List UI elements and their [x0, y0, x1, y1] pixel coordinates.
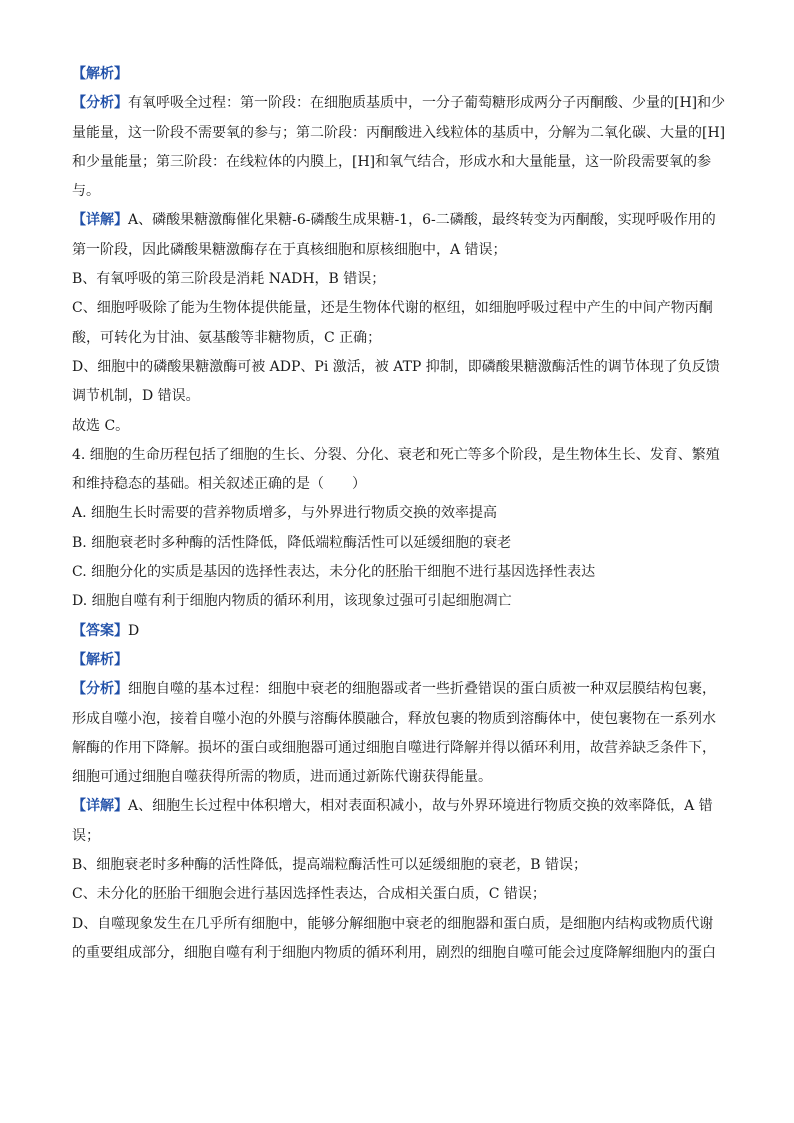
detail-line: 调节机制，D 错误。: [72, 388, 200, 405]
jiexi-heading: [72, 60, 722, 89]
detail-line: D、细胞中的磷酸果糖激酶可被 ADP、Pi 激活，被 ATP 抑制，即磷酸果糖激酶活性的调节体现了负反馈: [72, 358, 720, 375]
detail-line: 第一阶段，因此磷酸果糖激酶存在于真核细胞和原核细胞中，A 错误；: [72, 241, 507, 258]
jiexi-tag: 【解析】: [72, 66, 128, 82]
detail-line: B、细胞衰老时多种酶的活性降低，提高端粒酶活性可以延缓细胞的衰老，B 错误；: [72, 857, 588, 874]
detail-line: D、自噬现象发生在几乎所有细胞中，能够分解细胞中衰老的细胞器和蛋白质，是细胞内结构或物质代谢: [72, 915, 714, 932]
jiexi-tag: 【解析】: [72, 651, 128, 668]
detail-line: 的重要组成部分，细胞自噬有利于细胞内物质的循环利用，剧烈的细胞自噬可能会过度降解细胞内的蛋白: [72, 944, 716, 961]
analysis-line: 解酶的作用下降解。损坏的蛋白或细胞器可通过细胞自噬进行降解并得以循环利用，故营养缺乏条件下，: [72, 739, 716, 756]
detail-text: A、细胞生长过程中体积增大，相对表面积减小，故与外界环境进行物质交换的效率降低，A 错: [128, 798, 713, 815]
detail-line: [72, 206, 722, 235]
analysis-line: 细胞可通过细胞自噬获得所需的物质，进而通过新陈代谢获得能量。: [72, 769, 492, 786]
detail-line: C、未分化的胚胎干细胞会进行基因选择性表达，合成相关蛋白质，C 错误；: [72, 886, 546, 903]
analysis-text: 细胞自噬的基本过程：细胞中衰老的细胞器或者一些折叠错误的蛋白质被一种双层膜结构包裹，: [128, 681, 716, 698]
analysis-line: 和少量能量；第三阶段：在线粒体的内膜上，[H]和氧气结合，形成水和大量能量，这一阶段需要氧的参: [72, 153, 712, 170]
analysis-line: 形成自噬小泡，接着自噬小泡的外膜与溶酶体膜融合，释放包裹的物质到溶酶体中，使包裹物在一系列水: [72, 710, 716, 727]
conclusion-line: 故选 C。: [72, 417, 130, 434]
answer-line: [72, 617, 722, 646]
analysis-line: [72, 675, 722, 704]
analysis-line: 量能量，这一阶段不需要氧的参与；第二阶段：丙酮酸进入线粒体的基质中，分解为二氧化碳、大量的[H]: [72, 124, 726, 141]
document-content: [72, 60, 726, 968]
fenxi-tag: 【分析】: [72, 95, 128, 112]
detail-line: 误；: [72, 827, 100, 844]
detail-line: C、细胞呼吸除了能为生物体提供能量，还是生物体代谢的枢纽，如细胞呼吸过程中产生的中间产物丙酮: [72, 300, 713, 317]
question-stem-line: 4. 细胞的生命历程包括了细胞的生长、分裂、分化、衰老和死亡等多个阶段，是生物体生长、发育、繁殖: [72, 446, 720, 463]
xiangjie-tag: 【详解】: [72, 212, 128, 229]
option-c: C. 细胞分化的实质是基因的选择性表达，未分化的胚胎干细胞不进行基因选择性表达: [72, 564, 596, 581]
xiangjie-tag: 【详解】: [72, 798, 128, 815]
fenxi-tag: 【分析】: [72, 681, 128, 698]
daan-tag: 【答案】: [72, 622, 128, 639]
analysis-text: 有氧呼吸全过程：第一阶段：在细胞质基质中，一分子葡萄糖形成两分子丙酮酸、少量的[H]和少: [128, 95, 726, 112]
question-stem-line: 和维持稳态的基础。相关叙述正确的是（ ）: [72, 476, 366, 493]
answer-value: D: [128, 622, 140, 639]
option-b: B. 细胞衰老时多种酶的活性降低，降低端粒酶活性可以延缓细胞的衰老: [72, 534, 512, 551]
jiexi-heading: [72, 646, 722, 675]
detail-line: [72, 792, 722, 821]
detail-text: A、磷酸果糖激酶催化果糖-6-磷酸生成果糖-1，6-二磷酸，最终转变为丙酮酸，实现呼吸作用的: [128, 212, 716, 229]
analysis-line: 与。: [72, 183, 100, 200]
detail-line: 酸，可转化为甘油、氨基酸等非糖物质，C 正确；: [72, 329, 382, 346]
detail-line: B、有氧呼吸的第三阶段是消耗 NADH，B 错误；: [72, 271, 386, 288]
option-d: D. 细胞自噬有利于细胞内物质的循环利用，该现象过强可引起细胞凋亡: [72, 593, 512, 610]
analysis-line: [72, 89, 726, 118]
option-a: A. 细胞生长时需要的营养物质增多，与外界进行物质交换的效率提高: [72, 505, 498, 522]
